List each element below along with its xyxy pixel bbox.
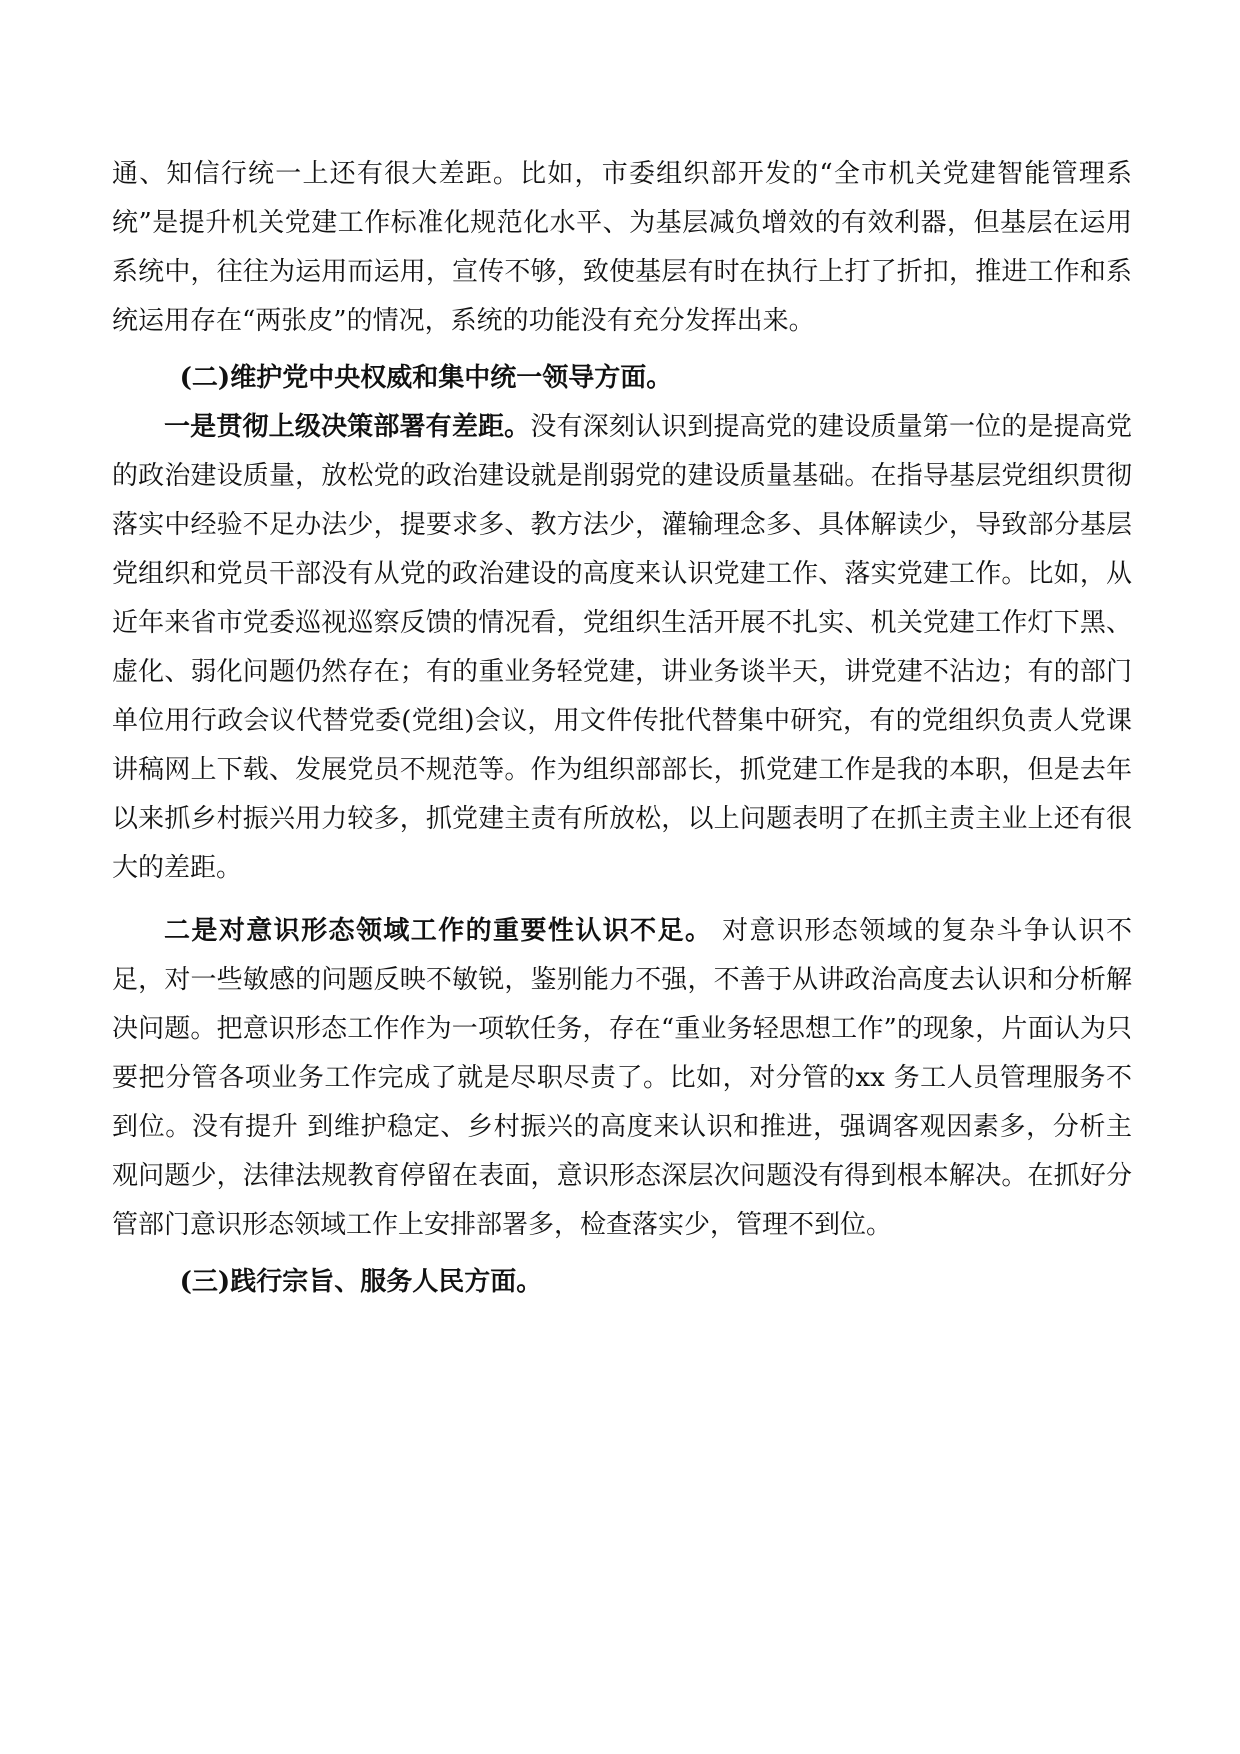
paragraph-text: 对意识形态领域的复杂斗争认识不足，对一些敏感的问题反映不敏锐，鉴别能力不强，不善于从讲政治高度去认识和分析解决问题。把意识形态工作作为一项软任务，存在“重业务轻思想工作”的现象，片面认为只要把分管各项业务工作完成了就是尽职尽责了。比如，对分管的xx 务工人员管理服务不到位。没有提升 到维护稳定、乡村振兴的高度来认识和推进，强调客观因素多，分析主观问题少，法律法规教育停留在表面，意识形态深层次问题没有得到根本解决。在抓好分管部门意识形态领域工作上安排部署多，检查落实少，管理不到位。 [112,916,1132,1240]
paragraph-point-2 [112,907,1132,1250]
point-lead: 一是贯彻上级决策部署有差距。 [164,412,531,442]
heading-text: (三)践行宗旨、服务人民方面。 [179,1267,543,1297]
paragraph-text: 通、知信行统一上还有很大差距。比如，市委组织部开发的“全市机关党建智能管理系统”是提升机关党建工作标准化规范化水平、为基层减负增效的有效利器，但基层在运用系统中，往往为运用而运用，宣传不够，致使基层有时在执行上打了折扣，推进工作和系统运用存在“两张皮”的情况，系统的功能没有充分发挥出来。 [112,159,1132,336]
heading-text: (二)维护党中央权威和集中统一领导方面。 [179,363,673,393]
paragraph-text: 没有深刻认识到提高党的建设质量第一位的是提高党的政治建设质量，放松党的政治建设就是削弱党的建设质量基础。在指导基层党组织贯彻落实中经验不足办法少，提要求多、教方法少，灌输理念多、具体解读少，导致部分基层党组织和党员干部没有从党的政治建设的高度来认识党建工作、落实党建工作。比如，从近年来省市党委巡视巡察反馈的情况看，党组织生活开展不扎实、机关党建工作灯下黑、虚化、弱化问题仍然存在；有的重业务轻党建，讲业务谈半天，讲党建不沾边；有的部门单位用行政会议代替党委(党组)会议，用文件传批代替集中研究，有的党组织负责人党课讲稿网上下载、发展党员不规范等。作为组织部部长，抓党建工作是我的本职，但是去年以来抓乡村振兴用力较多，抓党建主责有所放松，以上问题表明了在抓主责主业上还有很大的差距。 [112,412,1132,883]
section-heading-3 [112,1258,1132,1307]
paragraph-point-1 [112,403,1132,893]
point-lead: 二是对意识形态领域工作的重要性认识不足。 [164,916,713,946]
section-heading-2 [112,354,1132,403]
document-body [112,150,1132,1307]
paragraph-continuation [112,150,1132,346]
